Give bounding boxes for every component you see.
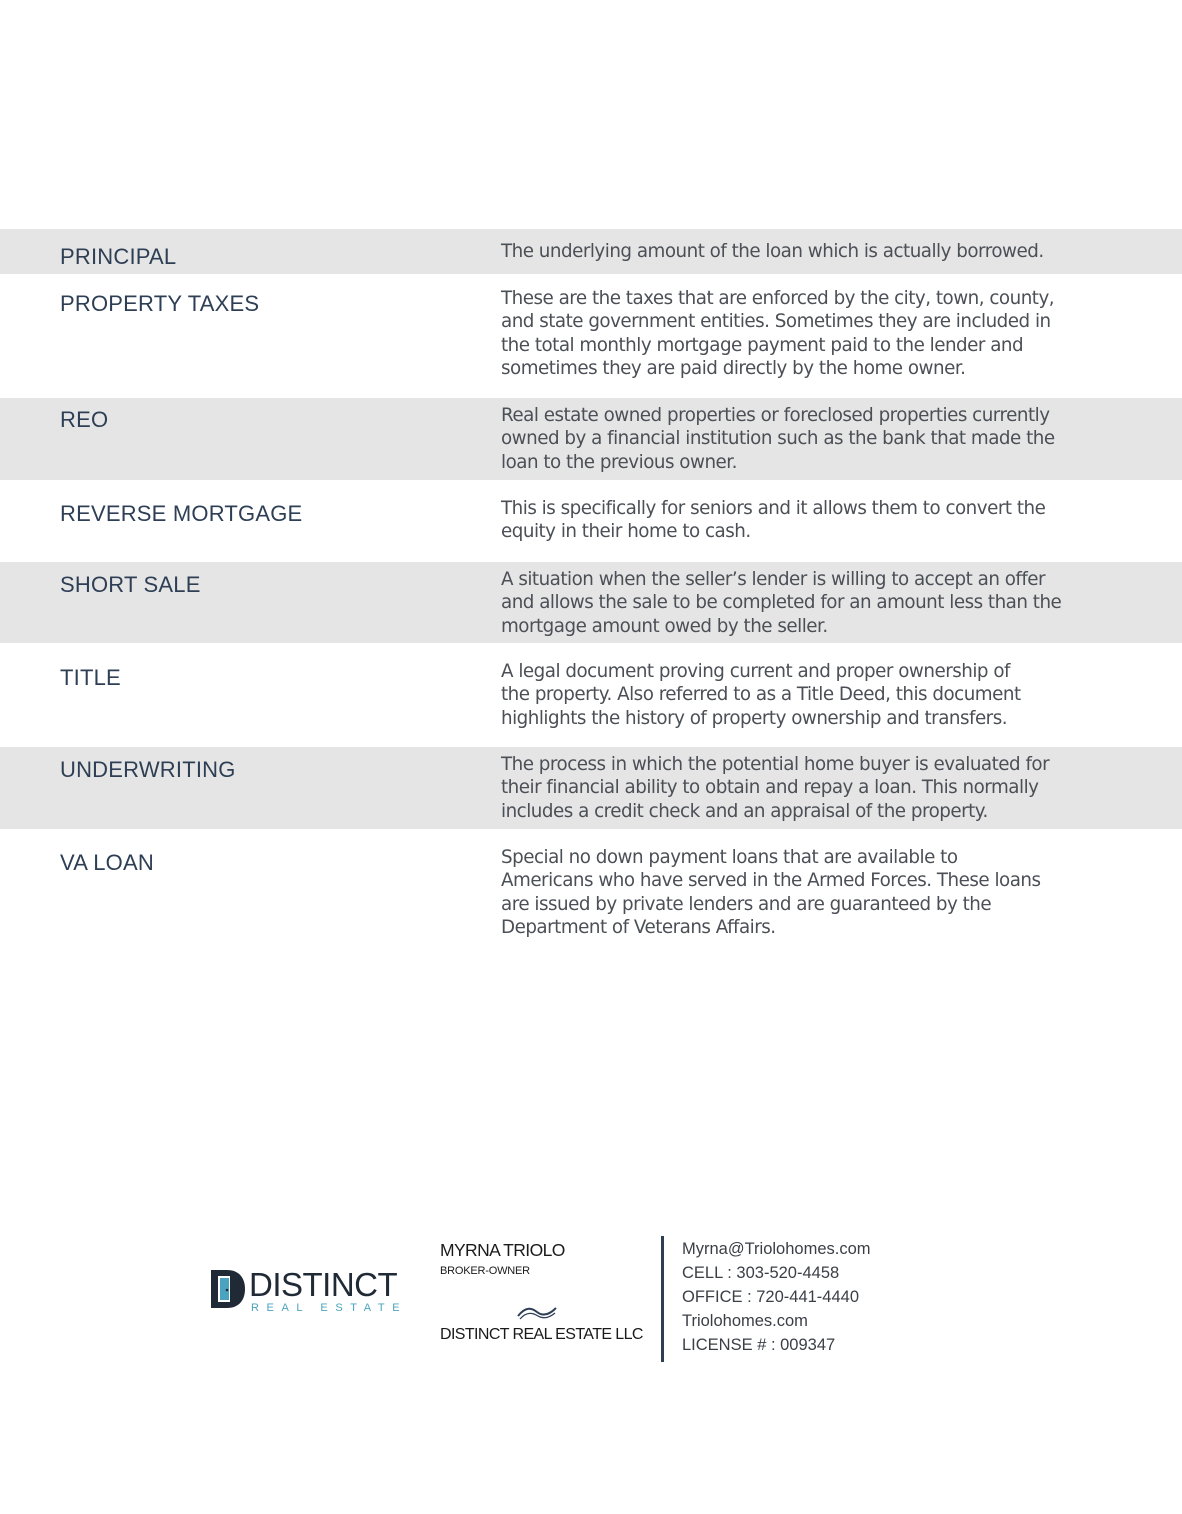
glossary-row — [0, 274, 1182, 398]
definition-line: equity in their home to cash. — [501, 521, 751, 543]
definition-line: mortgage amount owed by the seller. — [501, 615, 828, 637]
glossary-definition — [501, 404, 1101, 474]
glossary-definition — [501, 497, 1101, 544]
definition-line: are issued by private lenders and are guaranteed by the — [501, 893, 992, 915]
definition-line: owned by a financial institution such as the bank that made the — [501, 428, 1055, 450]
glossary-row — [0, 398, 1182, 480]
glossary-row — [0, 562, 1182, 643]
glossary-term: VA LOAN — [60, 850, 154, 875]
wave-icon — [516, 1304, 558, 1320]
definition-line: Real estate owned properties or foreclosed properties currently — [501, 405, 1050, 426]
contact-license: LICENSE # : 009347 — [682, 1336, 836, 1354]
glossary-table — [0, 229, 1182, 954]
distinct-logo — [209, 1266, 409, 1314]
contact-cell: CELL : 303-520-4458 — [682, 1264, 840, 1282]
definition-line: Special no down payment loans that are available to — [501, 847, 958, 868]
agent-name: MYRNA TRIOLO — [440, 1240, 565, 1260]
glossary-term: REO — [60, 407, 109, 432]
definition-line: The process in which the potential home buyer is evaluated for — [501, 754, 1050, 775]
definition-line: A situation when the seller’s lender is willing to accept an offer — [501, 569, 1046, 590]
glossary-term: REVERSE MORTGAGE — [60, 501, 303, 526]
definition-line: the total monthly mortgage payment paid to the lender and — [501, 334, 1024, 356]
glossary-definition — [501, 240, 1101, 263]
contact-website[interactable]: Triolohomes.com — [682, 1312, 808, 1330]
definition-line: These are the taxes that are enforced by the city, town, county, — [501, 288, 1055, 309]
contact-office: OFFICE : 720-441-4440 — [682, 1288, 860, 1306]
glossary-definition — [501, 568, 1101, 638]
footer-divider — [661, 1236, 664, 1362]
definition-line: This is specifically for seniors and it allows them to convert the — [501, 498, 1046, 519]
glossary-definition — [501, 660, 1101, 730]
agent-footer — [0, 1230, 1182, 1370]
glossary-definition — [501, 753, 1101, 823]
glossary-term: TITLE — [60, 665, 121, 690]
definition-line: The underlying amount of the loan which is actually borrowed. — [501, 241, 1044, 262]
door-logo-icon — [209, 1268, 247, 1310]
glossary-definition — [501, 846, 1101, 939]
glossary-term: SHORT SALE — [60, 572, 201, 597]
glossary-row — [0, 829, 1182, 954]
definition-line: A legal document proving current and proper ownership of — [501, 661, 1010, 682]
definition-line: includes a credit check and an appraisal of the property. — [501, 800, 988, 822]
company-name: DISTINCT REAL ESTATE LLC — [440, 1326, 643, 1343]
definition-line: loan to the previous owner. — [501, 451, 737, 473]
logo-wordmark: DISTINCT — [249, 1266, 398, 1303]
definition-line: highlights the history of property ownership and transfers. — [501, 707, 1008, 729]
definition-line: the property. Also referred to as a Title Deed, this document — [501, 684, 1021, 706]
logo-subtitle: REAL ESTATE — [251, 1302, 408, 1314]
definition-line: and allows the sale to be completed for an amount less than the — [501, 592, 1062, 614]
glossary-row — [0, 480, 1182, 562]
glossary-row — [0, 643, 1182, 747]
glossary-term: PROPERTY TAXES — [60, 291, 260, 316]
glossary-term: PRINCIPAL — [60, 244, 177, 269]
glossary-definition — [501, 287, 1101, 380]
definition-line: Department of Veterans Affairs. — [501, 916, 776, 938]
glossary-row — [0, 747, 1182, 829]
definition-line: their financial ability to obtain and repay a loan. This normally — [501, 777, 1039, 799]
glossary-row — [0, 229, 1182, 274]
definition-line: sometimes they are paid directly by the home owner. — [501, 357, 966, 379]
contact-block — [682, 1237, 871, 1357]
glossary-term: UNDERWRITING — [60, 757, 236, 782]
agent-role: BROKER-OWNER — [440, 1265, 530, 1277]
definition-line: Americans who have served in the Armed Forces. These loans — [501, 870, 1041, 892]
contact-email[interactable]: Myrna@Triolohomes.com — [682, 1240, 871, 1258]
definition-line: and state government entities. Sometimes they are included in — [501, 311, 1051, 333]
